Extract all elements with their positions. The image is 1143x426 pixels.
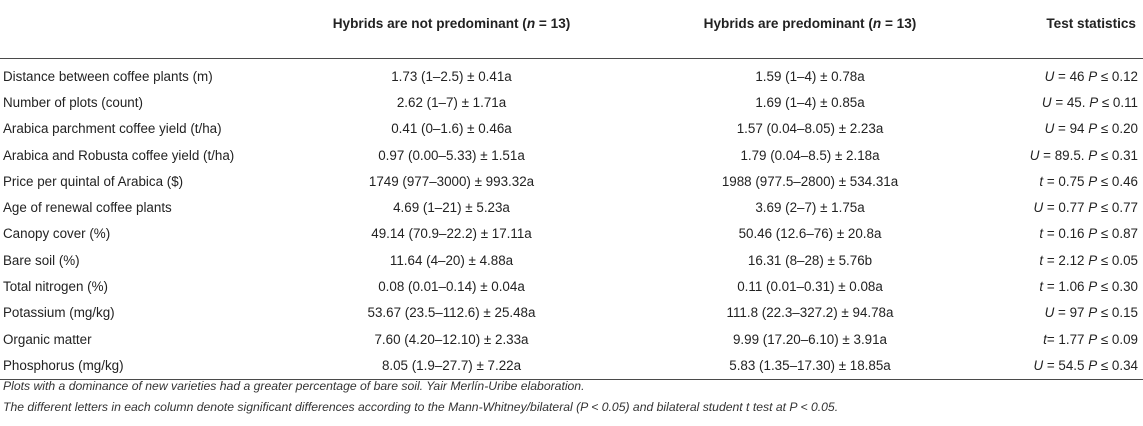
row-label: Organic matter [3, 331, 92, 347]
value-not-predominant: 0.97 (0.00–5.33) ± 1.51a [378, 147, 525, 163]
stat-symbol: U [1044, 68, 1055, 84]
value-predominant: 3.69 (2–7) ± 1.75a [755, 200, 865, 216]
footnote-line-1: Plots with a dominance of new varieties had a greater percentage of bare soil. Yair Merlín-Uribe elaboration. [3, 379, 585, 393]
test-statistic: U = 89.5. P ≤ 0.31 [1029, 147, 1138, 163]
header-not-predominant: Hybrids are not predominant (n = 13) [270, 0, 633, 59]
stat-symbol: P [1088, 200, 1098, 216]
row-label: Number of plots (count) [3, 94, 143, 110]
value-not-predominant: 53.67 (23.5–112.6) ± 25.48a [367, 305, 536, 321]
stat-symbol: P [1088, 68, 1098, 84]
test-statistic: t = 0.16 P ≤ 0.87 [1039, 226, 1138, 242]
test-statistic: t = 0.75 P ≤ 0.46 [1039, 173, 1138, 189]
table-row [0, 116, 1143, 142]
table-header [0, 0, 1143, 59]
table-footnotes [3, 376, 838, 417]
row-label: Arabica and Robusta coffee yield (t/ha) [3, 147, 235, 163]
table-row [0, 300, 1143, 326]
stat-symbol: P [1088, 121, 1098, 137]
stat-symbol: P [1088, 331, 1098, 347]
footnote-line-2: The different letters in each column denote significant differences according to the Mann-Whitney/bilateral (P < 0.05) and bilateral student t test at P < 0.05. [3, 399, 839, 414]
value-not-predominant: 11.64 (4–20) ± 4.88a [389, 252, 514, 268]
row-label: Total nitrogen (%) [3, 279, 108, 295]
stat-symbol: t [1039, 252, 1044, 268]
row-label: Distance between coffee plants (m) [3, 68, 213, 84]
stat-symbol: U [1029, 147, 1040, 163]
value-predominant: 5.83 (1.35–17.30) ± 18.85a [633, 352, 987, 379]
row-label: Age of renewal coffee plants [3, 200, 172, 216]
test-statistic: U = 45. P ≤ 0.11 [1041, 94, 1138, 110]
header-predominant: Hybrids are predominant (n = 13) [633, 0, 987, 59]
value-not-predominant: 4.69 (1–21) ± 5.23a [393, 200, 510, 216]
test-statistic: U = 97 P ≤ 0.15 [1044, 305, 1138, 321]
stat-symbol: P [1088, 147, 1098, 163]
value-predominant: 111.8 (22.3–327.2) ± 94.78a [726, 305, 894, 321]
row-label: Price per quintal of Arabica ($) [3, 173, 184, 189]
value-not-predominant: 0.41 (0–1.6) ± 0.46a [391, 121, 512, 137]
test-statistic: t= 1.77 P ≤ 0.09 [1043, 331, 1138, 347]
table-row [0, 59, 1143, 90]
stat-symbol: n [872, 16, 882, 31]
stat-symbol: U [1033, 200, 1044, 216]
table-row [0, 273, 1143, 299]
stat-symbol: U [1041, 94, 1052, 110]
stat-symbol: t [1039, 173, 1044, 189]
stat-symbol: t [1043, 331, 1047, 347]
stat-symbol: P [1088, 226, 1098, 242]
table-row [0, 142, 1143, 168]
stat-symbol: P [1089, 94, 1099, 110]
stat-symbol: U [1033, 357, 1044, 373]
table-row [0, 168, 1143, 194]
value-not-predominant: 1.73 (1–2.5) ± 0.41a [391, 68, 512, 84]
value-predominant: 16.31 (8–28) ± 5.76b [747, 252, 873, 268]
row-label: Arabica parchment coffee yield (t/ha) [3, 121, 222, 137]
header-test-statistics: Test statistics [987, 0, 1143, 59]
table-row [0, 89, 1143, 115]
value-predominant: 1.69 (1–4) ± 0.85a [755, 94, 865, 110]
value-predominant: 1988 (977.5–2800) ± 534.31a [721, 173, 899, 189]
stat-symbol: P [1088, 357, 1098, 373]
value-predominant: 0.11 (0.01–0.31) ± 0.08a [737, 279, 883, 295]
value-not-predominant: 2.62 (1–7) ± 1.71a [396, 94, 507, 110]
test-statistic: U = 94 P ≤ 0.20 [1044, 121, 1138, 137]
value-predominant: 1.59 (1–4) ± 0.78a [755, 68, 865, 84]
row-label: Canopy cover (%) [3, 226, 111, 242]
stat-symbol: P [1088, 305, 1098, 321]
header-row [0, 0, 1143, 59]
value-predominant: 1.57 (0.04–8.05) ± 2.23a [736, 121, 884, 137]
value-not-predominant: 8.05 (1.9–27.7) ± 7.22a [270, 352, 633, 379]
row-label: Phosphorus (mg/kg) [0, 352, 270, 379]
test-statistic: t = 2.12 P ≤ 0.05 [1039, 252, 1138, 268]
header-label-cell [0, 0, 270, 59]
row-label: Bare soil (%) [3, 252, 80, 268]
table-row [0, 221, 1143, 247]
stat-symbol: P [1088, 173, 1098, 189]
value-not-predominant: 49.14 (70.9–22.2) ± 17.11a [371, 226, 532, 242]
value-predominant: 50.46 (12.6–76) ± 20.8a [738, 226, 882, 242]
stat-symbol: P [1088, 252, 1098, 268]
test-statistic: U = 46 P ≤ 0.12 [1044, 68, 1138, 84]
stat-symbol: n [526, 16, 536, 31]
table-row [0, 326, 1143, 352]
table-row [0, 194, 1143, 220]
stat-symbol: t [1039, 279, 1044, 295]
stat-symbol: t [1039, 226, 1044, 242]
table-body [0, 59, 1143, 380]
test-statistic: t = 1.06 P ≤ 0.30 [1039, 279, 1138, 295]
stat-symbol: U [1044, 305, 1055, 321]
table-row [0, 247, 1143, 273]
row-label: Potassium (mg/kg) [3, 305, 115, 321]
value-predominant: 1.79 (0.04–8.5) ± 2.18a [740, 147, 880, 163]
test-statistic: U = 0.77 P ≤ 0.77 [1033, 200, 1138, 216]
test-statistic: U = 54.5 P ≤ 0.34 [987, 352, 1143, 379]
stat-symbol: P [1088, 279, 1098, 295]
value-not-predominant: 7.60 (4.20–12.10) ± 2.33a [374, 331, 529, 347]
stat-symbol: U [1044, 121, 1055, 137]
value-not-predominant: 1749 (977–3000) ± 993.32a [368, 173, 535, 189]
value-predominant: 9.99 (17.20–6.10) ± 3.91a [732, 331, 888, 347]
value-not-predominant: 0.08 (0.01–0.14) ± 0.04a [378, 279, 525, 295]
